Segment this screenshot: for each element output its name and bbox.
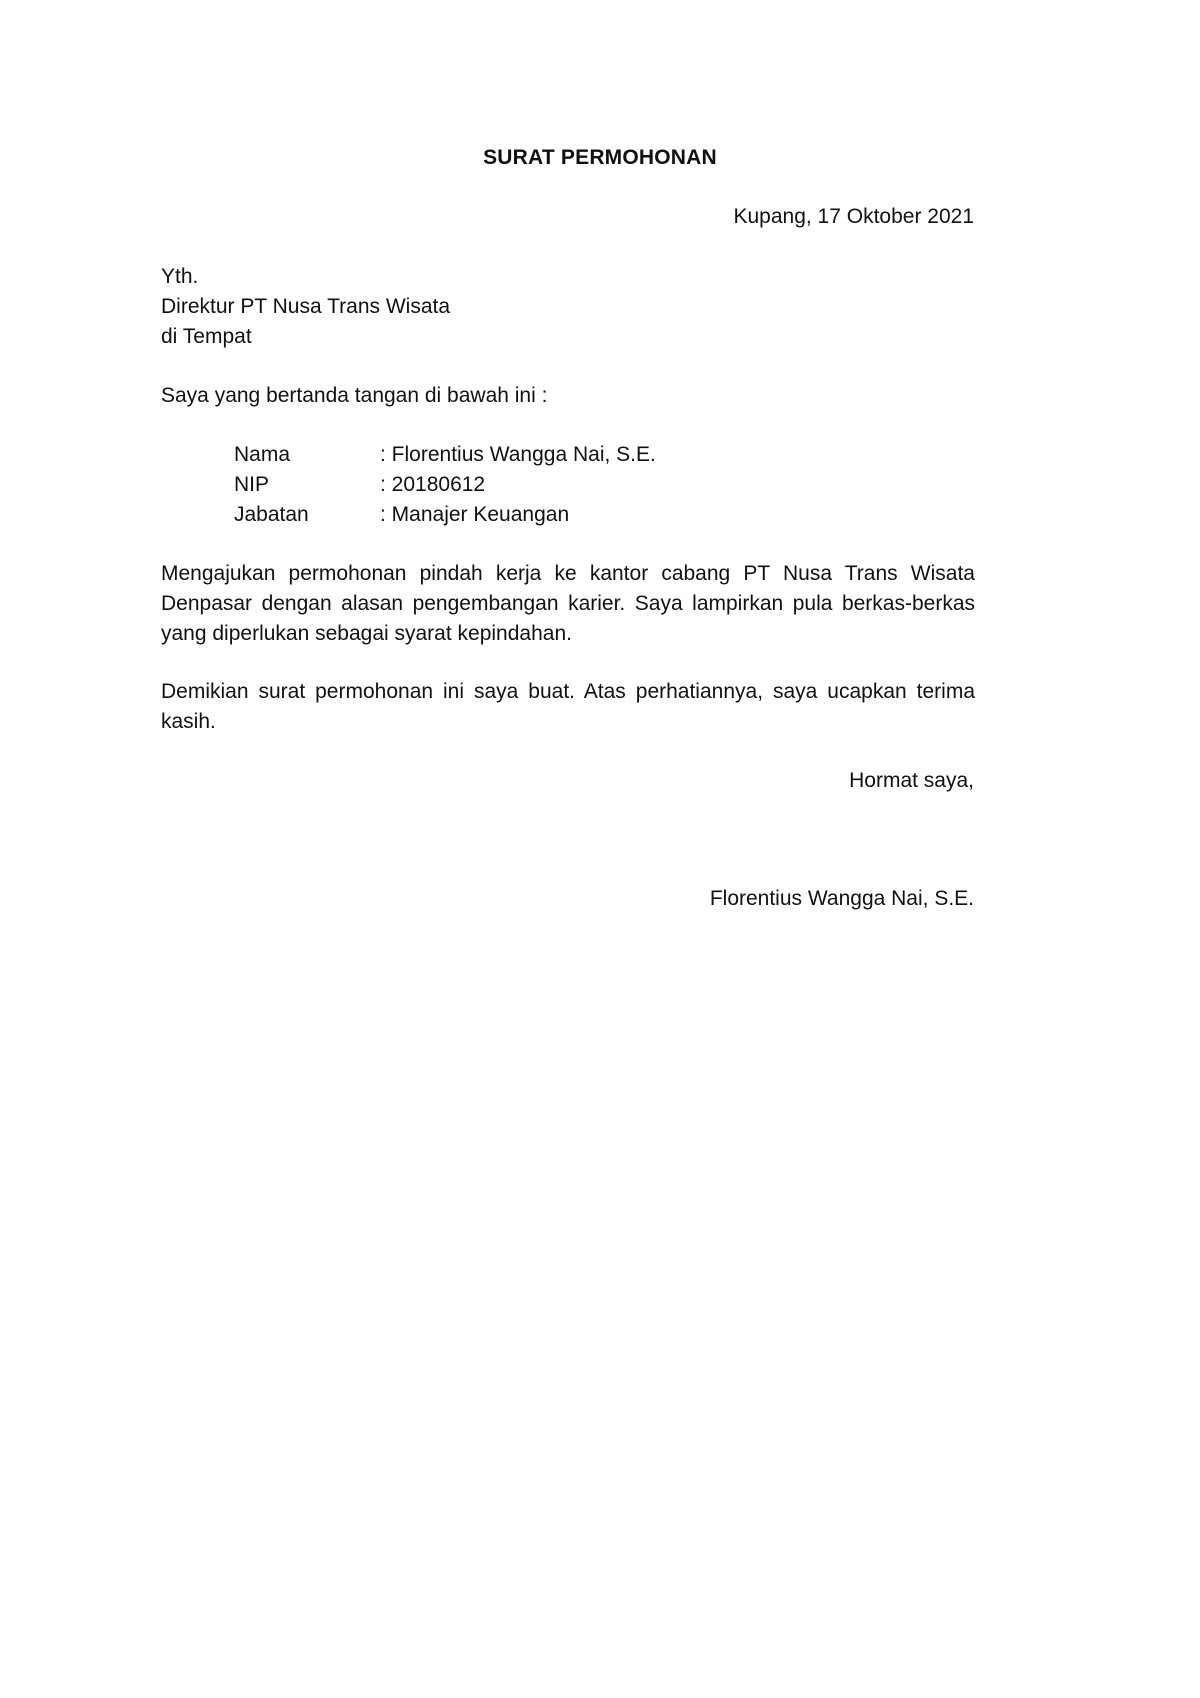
request-paragraph: Mengajukan permohonan pindah kerja ke kantor cabang PT Nusa Trans Wisata Denpasar dengan alasan pengembangan karier. Saya lampirkan pula berkas-berkas yang diperlukan sebagai syarat kepindahan. [161, 562, 975, 645]
recipient-place: di Tempat [161, 325, 252, 348]
identity-label: Nama [234, 443, 291, 466]
recipient-salutation: Yth. [161, 265, 199, 288]
intro-text: Saya yang bertanda tangan di bawah ini : [161, 384, 548, 407]
identity-value: : Florentius Wangga Nai, S.E. [380, 443, 656, 466]
closing-salutation: Hormat saya, [849, 769, 974, 792]
letter-title: SURAT PERMOHONAN [483, 146, 717, 169]
identity-table [234, 440, 656, 530]
recipient-block [161, 262, 450, 352]
identity-value: : Manajer Keuangan [380, 503, 570, 526]
signer-name: Florentius Wangga Nai, S.E. [709, 887, 974, 910]
identity-label: NIP [234, 473, 270, 496]
identity-label: Jabatan [234, 503, 309, 526]
identity-row-jabatan [234, 500, 656, 530]
identity-row-nip [234, 470, 656, 500]
closing-paragraph: Demikian surat permohonan ini saya buat. Atas perhatiannya, saya ucapkan terima kasih. [161, 680, 975, 733]
recipient-name: Direktur PT Nusa Trans Wisata [161, 295, 451, 318]
letter-date: Kupang, 17 Oktober 2021 [733, 205, 974, 228]
identity-value: : 20180612 [380, 473, 486, 496]
identity-row-name [234, 440, 656, 470]
